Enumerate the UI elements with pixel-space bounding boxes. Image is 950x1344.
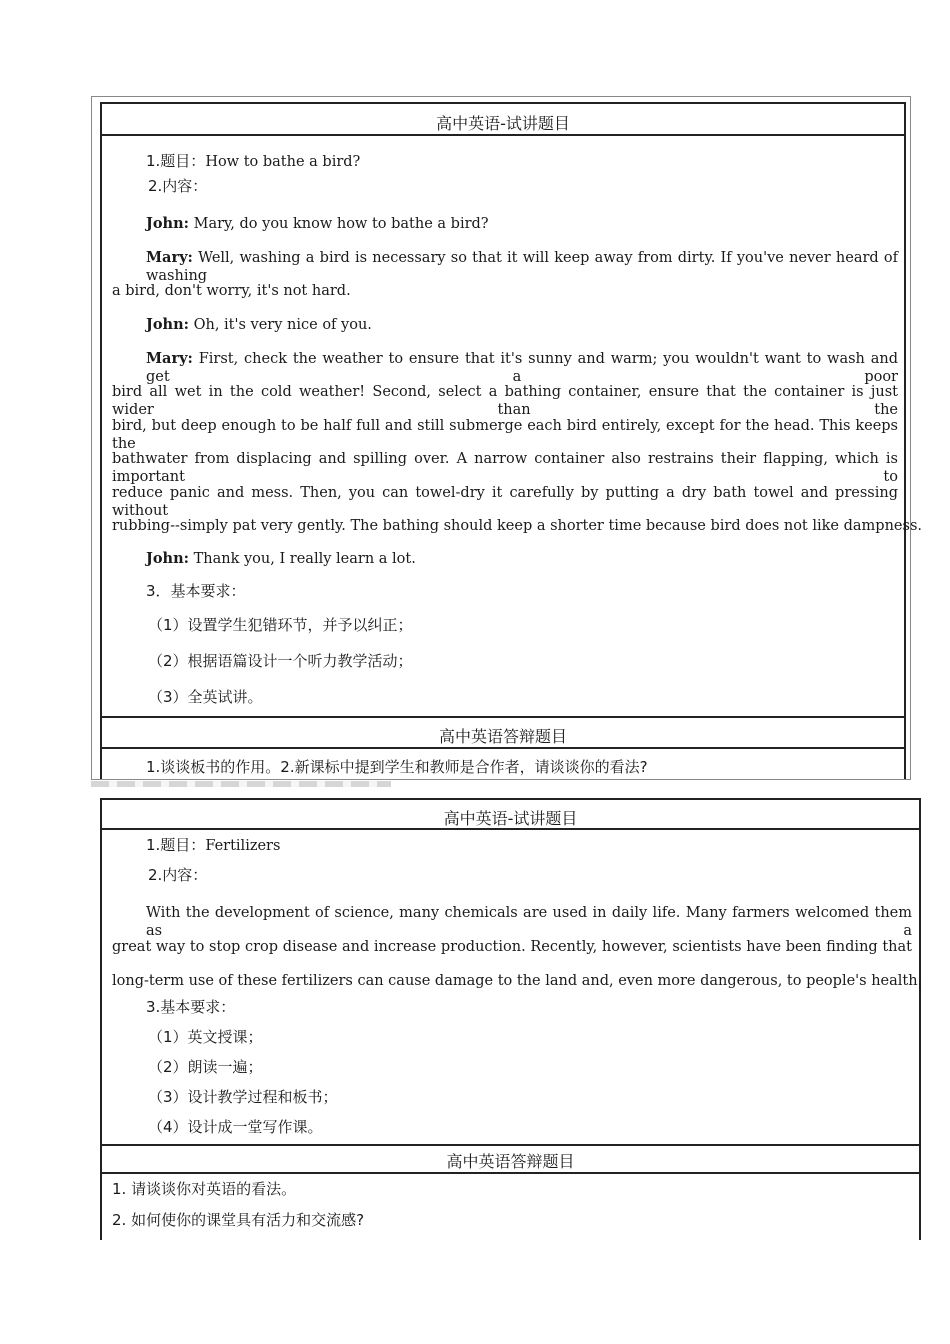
panel-frame (100, 102, 922, 779)
requirement-item: （2）朗读一遍； (148, 1058, 263, 1076)
requirement-item: （3）设计教学过程和板书； (148, 1088, 338, 1106)
dialogue-line (146, 550, 416, 568)
paragraph-line: bird, but deep enough to be half full and still submerge each bird entirely, except for the head. This keeps the (112, 418, 898, 452)
requirement-item: （2）根据语篇设计一个听力教学活动； (148, 652, 413, 670)
divider (102, 134, 904, 136)
exam-panel-fertilizers (92, 788, 932, 1240)
paragraph-line: great way to stop crop disease and increase production. Recently, however, scientists have been finding that (112, 939, 912, 955)
divider (102, 828, 919, 830)
paragraph-line: With the development of science, many chemicals are used in daily life. Many farmers welcomed them as a (146, 905, 912, 939)
dialogue-text: Thank you, I really learn a lot. (193, 551, 416, 567)
panel-frame (100, 798, 921, 1240)
requirement-item: （3）全英试讲。 (148, 688, 263, 706)
topic-label: 1.题目： (146, 152, 206, 170)
divider (102, 747, 904, 749)
dialogue-line (146, 350, 898, 386)
defense-question: 2. 如何使你的课堂具有活力和交流感? (112, 1211, 365, 1229)
defense-question: 1. 请谈谈你对英语的看法。 (112, 1180, 297, 1198)
divider (102, 1144, 919, 1146)
paragraph-line: long-term use of these fertilizers can cause damage to the land and, even more dangerous, to people's health. (112, 973, 923, 989)
paragraph-line: bird all wet in the cold weather! Second, select a bathing container, ensure that the container is just wider than the (112, 384, 898, 418)
dialogue-line (146, 249, 898, 285)
exam-panel-bird (91, 96, 922, 780)
topic-text: How to bathe a bird? (205, 154, 361, 170)
panel-header: 高中英语-试讲题目 (436, 114, 570, 133)
paragraph-line: reduce panic and mess. Then, you can towel-dry it carefully by putting a dry bath towel and pressing without (112, 485, 898, 519)
dialogue-text: First, check the weather to ensure that it's sunny and warm; you wouldn't want to wash and get a poor (146, 351, 898, 385)
panel-header: 高中英语-试讲题目 (443, 809, 578, 828)
speaker: Mary: (146, 350, 193, 367)
speaker: John: (146, 215, 189, 232)
topic-line (146, 152, 360, 171)
requirement-item: （4）设计成一堂写作课。 (148, 1118, 323, 1136)
defense-question: 1.谈谈板书的作用。2.新课标中提到学生和教师是合作者，请谈谈你的看法? (146, 758, 648, 776)
paragraph-line: bathwater from displacing and spilling over. A narrow container also restrains their flapping, which is important to (112, 451, 898, 485)
defense-header: 高中英语答辩题目 (438, 727, 567, 746)
dialogue-line: a bird, don't worry, it's not hard. (112, 283, 351, 299)
dialogue-line (146, 316, 372, 334)
topic-label: 1.题目： (146, 836, 206, 854)
requirement-item: （1）英文授课； (148, 1028, 263, 1046)
dialogue-line (146, 215, 489, 233)
paragraph-line: rubbing--simply pat very gently. The bathing should keep a shorter time because bird does not like dampness. (112, 518, 922, 534)
divider (102, 1172, 919, 1174)
defense-header: 高中英语答辩题目 (446, 1152, 575, 1171)
requirement-item: （1）设置学生犯错环节，并予以纠正； (148, 616, 413, 634)
divider (102, 716, 904, 718)
dialogue-text: Well, washing a bird is necessary so that it will keep away from dirty. If you've never heard of washing (146, 250, 898, 284)
scan-artifact (91, 781, 391, 787)
content-label: 2.内容： (148, 177, 208, 195)
dialogue-text: Mary, do you know how to bathe a bird? (193, 216, 489, 232)
dialogue-text: Oh, it's very nice of you. (193, 317, 372, 333)
topic-text: Fertilizers (205, 838, 281, 854)
requirements-label: 3.基本要求： (146, 998, 236, 1016)
speaker: John: (146, 316, 189, 333)
topic-line (146, 836, 280, 855)
speaker: John: (146, 550, 189, 567)
speaker: Mary: (146, 249, 193, 266)
content-label: 2.内容： (148, 866, 208, 884)
requirements-label: 3．基本要求： (146, 582, 246, 600)
